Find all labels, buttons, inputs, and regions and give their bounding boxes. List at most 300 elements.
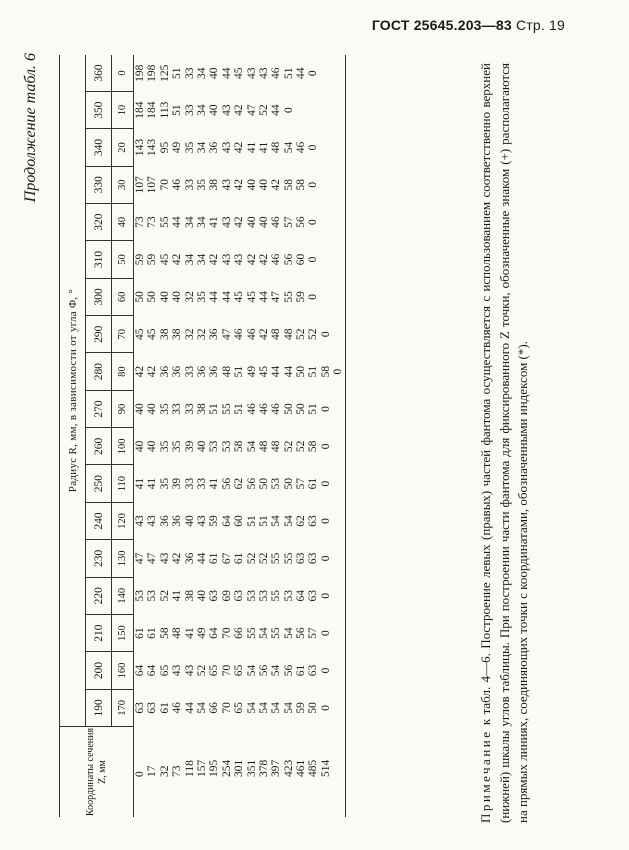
radius-value: 143	[146, 138, 159, 157]
radius-value: 54	[270, 664, 283, 677]
radius-value: 33	[183, 67, 196, 79]
radius-value: 0	[307, 294, 320, 300]
top-angle: 320	[86, 203, 112, 240]
radius-value: 56	[295, 627, 308, 639]
radius-value: 52	[307, 328, 320, 340]
bottom-angle: 80	[112, 353, 134, 390]
radius-value: 61	[158, 702, 171, 714]
top-angle: 260	[86, 428, 112, 465]
radius-value: 0	[332, 368, 345, 375]
radius-value: 34	[195, 67, 208, 79]
radius-value: 53	[134, 590, 146, 602]
radius-column	[134, 241, 346, 278]
radius-value: 67	[220, 552, 233, 565]
radius-value: 52	[295, 328, 308, 340]
radius-value: 51	[307, 403, 320, 415]
radius-value: 59	[295, 702, 308, 714]
radius-value: 44	[171, 216, 184, 228]
radius-value: 40	[257, 179, 270, 191]
radius-value: 43	[233, 253, 246, 266]
radius-value: 40	[245, 179, 258, 191]
radius-value: 42	[245, 253, 258, 266]
radius-value: 113	[158, 101, 171, 119]
radius-value: 38	[183, 590, 196, 602]
radius-value: 34	[183, 253, 196, 266]
radius-value: 40	[158, 291, 171, 303]
radius-value: 63	[307, 664, 320, 677]
radius-value: 46	[270, 403, 283, 415]
top-angle: 220	[86, 577, 112, 614]
z-value: 461	[295, 759, 308, 777]
table-body	[134, 55, 346, 817]
radius-value: 40	[195, 590, 208, 602]
radius-value: 43	[195, 515, 208, 527]
z-value: 301	[233, 759, 246, 777]
table-note	[477, 63, 533, 823]
radius-value: 41	[146, 477, 159, 490]
radius-value: 66	[233, 627, 246, 639]
radius-value: 39	[183, 440, 196, 453]
radius-value: 61	[146, 627, 159, 639]
radius-value: 36	[158, 515, 171, 527]
radius-value: 63	[208, 590, 221, 602]
radius-value: 0	[307, 219, 320, 226]
radius-value: 44	[295, 67, 308, 79]
radius-value: 40	[208, 104, 221, 116]
radius-value: 53	[270, 477, 283, 490]
radius-value: 51	[233, 365, 246, 378]
radius-value: 55	[158, 216, 171, 228]
z-value: 397	[270, 759, 283, 777]
top-angle: 200	[86, 652, 112, 689]
bottom-angle: 70	[112, 316, 134, 353]
radius-value: 35	[183, 141, 196, 154]
radius-value: 69	[220, 590, 233, 602]
note-text: к табл. 4—6. Построение левых (правых) частей фантома осуществляется с использованием соответственно верхней (нижней) шкалы углов таблицы. При построении части фантома для фиксированного Z точки, обозначенные знаком (+) располагаются на прямых линиях, соединяющих точки с координатами, обозначенными индексом (*).	[478, 63, 530, 823]
bottom-angle: 110	[112, 465, 134, 502]
radius-value: 54	[282, 702, 295, 714]
bottom-angle: 120	[112, 502, 134, 539]
radius-value: 57	[282, 216, 295, 228]
radius-value: 32	[183, 291, 196, 303]
radius-value: 48	[171, 627, 184, 639]
bottom-angle: 20	[112, 129, 134, 166]
radius-value: 0	[282, 107, 295, 113]
bottom-angle: 130	[112, 540, 134, 577]
radius-value: 51	[208, 403, 221, 415]
radius-value: 42	[270, 179, 283, 191]
radius-value: 55	[245, 627, 258, 639]
radius-value: 56	[282, 253, 295, 266]
radius-value: 53	[257, 590, 270, 602]
radius-value: 61	[307, 477, 320, 490]
radius-value: 65	[233, 664, 246, 677]
radius-value: 63	[307, 515, 320, 527]
z-value: 0	[134, 771, 146, 777]
top-angle: 240	[86, 502, 112, 539]
radius-value: 54	[245, 702, 258, 714]
radius-value: 70	[158, 179, 171, 191]
radius-value: 41	[208, 216, 221, 228]
bottom-angle: 160	[112, 652, 134, 689]
radius-value: 0	[307, 70, 320, 77]
radius-value: 42	[257, 328, 270, 340]
radius-value: 107	[146, 176, 159, 194]
bottom-angle: 30	[112, 166, 134, 203]
radius-value: 43	[171, 664, 184, 677]
radius-value: 54	[257, 627, 270, 639]
radius-column	[134, 428, 346, 465]
standard-number: ГОСТ 25645.203—83	[371, 17, 512, 33]
radius-value: 64	[220, 515, 233, 527]
radius-value: 0	[319, 443, 332, 450]
radius-value: 60	[295, 253, 308, 266]
radius-value: 51	[257, 515, 270, 527]
radius-value: 45	[134, 328, 146, 340]
radius-value: 40	[134, 440, 146, 453]
top-angle: 270	[86, 390, 112, 427]
radius-value: 43	[220, 104, 233, 116]
radius-value: 198	[146, 64, 159, 82]
radius-value: 54	[245, 440, 258, 453]
radius-value: 38	[171, 328, 184, 340]
z-value: 378	[257, 759, 270, 777]
bottom-angle-row	[112, 55, 134, 817]
radius-value: 61	[134, 627, 146, 639]
radius-value: 34	[183, 216, 196, 228]
radius-column	[134, 465, 346, 502]
radius-value: 49	[171, 141, 184, 154]
radius-value: 57	[307, 627, 320, 639]
continuation-label: Продолжение табл. 6	[22, 53, 39, 203]
radius-value: 51	[245, 515, 258, 527]
radius-value: 36	[158, 365, 171, 378]
radius-value: 59	[208, 515, 221, 527]
z-value: 32	[158, 765, 171, 777]
radius-value: 33	[183, 179, 196, 191]
radius-value: 63	[307, 552, 320, 565]
radius-value: 47	[146, 552, 159, 565]
radius-value: 63	[307, 590, 320, 602]
radius-value: 40	[245, 216, 258, 228]
radius-value: 36	[183, 552, 196, 565]
z-value: 423	[282, 759, 295, 777]
radius-value: 41	[171, 590, 184, 602]
radius-value: 38	[158, 328, 171, 340]
radius-value: 143	[134, 138, 146, 157]
radius-value: 34	[195, 253, 208, 266]
radius-value: 52	[282, 440, 295, 453]
z-value: 73	[171, 765, 184, 777]
radius-value: 73	[146, 216, 159, 228]
radius-value: 50	[146, 291, 159, 303]
radius-column	[134, 540, 346, 577]
radius-value: 0	[307, 256, 320, 263]
radius-value: 48	[220, 365, 233, 378]
top-angle: 340	[86, 129, 112, 166]
radius-column	[134, 353, 346, 390]
radius-value: 36	[171, 365, 184, 378]
radius-value: 56	[257, 664, 270, 677]
radius-value: 42	[146, 365, 159, 378]
radius-value: 40	[257, 216, 270, 228]
radius-value: 198	[134, 64, 146, 82]
radius-value: 0	[319, 555, 332, 562]
top-angle-row	[86, 55, 112, 817]
radius-value: 54	[195, 702, 208, 714]
radius-value: 62	[295, 515, 308, 527]
radius-value: 34	[195, 141, 208, 154]
radius-value: 43	[158, 552, 171, 565]
radius-value: 0	[319, 406, 332, 412]
radius-value: 63	[233, 590, 246, 602]
radius-value: 59	[146, 253, 159, 266]
radius-value: 56	[220, 477, 233, 490]
radius-value: 36	[208, 365, 221, 378]
radius-value: 61	[233, 552, 246, 565]
radius-header: Радиус R, мм, в зависимости от угла Φ, °	[60, 55, 86, 727]
radius-value: 0	[307, 181, 320, 188]
radius-value: 60	[233, 515, 246, 527]
z-value: 17	[146, 765, 159, 777]
radius-value: 41	[208, 477, 221, 490]
radius-column	[134, 129, 346, 166]
radius-value: 46	[171, 702, 184, 714]
radius-value: 54	[257, 702, 270, 714]
bottom-angle: 60	[112, 278, 134, 315]
radius-value: 66	[208, 702, 221, 714]
radius-column	[134, 652, 346, 689]
note-label: Примечание	[478, 729, 493, 823]
radius-value: 41	[257, 141, 270, 154]
bottom-angle: 40	[112, 203, 134, 240]
radius-value: 50	[307, 702, 320, 714]
radius-column	[134, 278, 346, 315]
radius-value: 36	[208, 141, 221, 154]
bottom-angle: 0	[112, 55, 134, 91]
radius-value: 44	[270, 365, 283, 378]
radius-value: 42	[233, 216, 246, 228]
radius-value: 54	[282, 627, 295, 639]
radius-value: 40	[183, 515, 196, 527]
radius-value: 45	[158, 253, 171, 266]
top-angle: 330	[86, 166, 112, 203]
radius-value: 58	[307, 440, 320, 453]
radius-value: 46	[245, 403, 258, 415]
radius-value: 40	[146, 403, 159, 415]
radius-value: 44	[257, 291, 270, 303]
z-value: 195	[208, 759, 221, 777]
z-value: 118	[183, 760, 196, 777]
radius-table	[59, 55, 346, 817]
radius-value: 35	[171, 440, 184, 453]
radius-value: 43	[245, 67, 258, 79]
top-angle: 310	[86, 241, 112, 278]
radius-value: 42	[233, 179, 246, 191]
bottom-angle: 140	[112, 577, 134, 614]
radius-value: 35	[158, 403, 171, 415]
radius-value: 38	[195, 403, 208, 415]
top-angle: 290	[86, 316, 112, 353]
radius-value: 63	[295, 552, 308, 565]
radius-value: 46	[295, 141, 308, 154]
radius-value: 49	[195, 627, 208, 639]
radius-value: 73	[134, 216, 146, 228]
radius-value: 36	[171, 515, 184, 527]
radius-value: 46	[233, 328, 246, 340]
radius-value: 45	[146, 328, 159, 340]
radius-value: 56	[282, 664, 295, 677]
radius-value: 184	[146, 101, 159, 119]
radius-value: 53	[220, 440, 233, 453]
radius-value: 57	[295, 477, 308, 490]
radius-value: 48	[270, 141, 283, 154]
radius-column	[134, 316, 346, 353]
radius-value: 43	[146, 515, 159, 527]
radius-value: 35	[158, 477, 171, 490]
radius-value: 47	[220, 328, 233, 340]
radius-column	[134, 203, 346, 240]
radius-value: 42	[233, 104, 246, 116]
z-value: 485	[307, 759, 320, 777]
radius-value: 43	[183, 664, 196, 677]
radius-value: 36	[195, 365, 208, 378]
radius-value: 63	[134, 702, 146, 714]
radius-column	[134, 689, 346, 726]
radius-value: 125	[158, 64, 171, 82]
radius-value: 42	[233, 141, 246, 154]
page-header	[372, 17, 565, 33]
radius-value: 52	[257, 552, 270, 565]
z-value: 514	[319, 759, 332, 777]
radius-value: 52	[257, 104, 270, 116]
radius-value: 36	[208, 328, 221, 340]
radius-value: 46	[270, 216, 283, 228]
radius-value: 35	[195, 291, 208, 303]
radius-value: 48	[257, 440, 270, 453]
radius-value: 55	[270, 627, 283, 639]
radius-value: 0	[319, 331, 332, 338]
radius-value: 107	[134, 176, 146, 194]
bottom-angle: 150	[112, 614, 134, 651]
radius-value: 0	[319, 518, 332, 524]
radius-column	[134, 614, 346, 651]
radius-value: 46	[270, 67, 283, 79]
radius-value: 51	[307, 365, 320, 378]
radius-value: 48	[270, 328, 283, 340]
radius-value: 41	[245, 141, 258, 154]
radius-value: 39	[171, 477, 184, 490]
radius-value: 46	[270, 253, 283, 266]
radius-value: 42	[134, 365, 146, 378]
radius-column	[134, 502, 346, 539]
radius-value: 54	[245, 664, 258, 677]
radius-value: 45	[257, 365, 270, 378]
radius-value: 44	[220, 67, 233, 79]
coord-header: Координаты сечения Z, мм	[60, 727, 134, 818]
bottom-angle: 170	[112, 689, 134, 726]
radius-value: 48	[270, 440, 283, 453]
radius-value: 55	[282, 291, 295, 303]
radius-value: 50	[134, 291, 146, 303]
radius-value: 34	[195, 104, 208, 116]
radius-value: 0	[319, 480, 332, 487]
radius-value: 70	[220, 664, 233, 677]
radius-value: 64	[134, 664, 146, 677]
radius-value: 43	[134, 515, 146, 527]
radius-value: 54	[270, 702, 283, 714]
radius-value: 33	[171, 403, 184, 415]
radius-value: 70	[220, 702, 233, 714]
radius-value: 44	[183, 702, 196, 714]
radius-value: 40	[134, 403, 146, 415]
radius-value: 50	[295, 365, 308, 378]
rotated-content	[20, 53, 580, 823]
bottom-angle: 10	[112, 91, 134, 128]
top-angle: 360	[86, 55, 112, 91]
radius-value: 184	[134, 101, 146, 119]
radius-value: 0	[319, 630, 332, 636]
radius-column	[134, 577, 346, 614]
radius-column	[134, 91, 346, 128]
radius-value: 44	[282, 365, 295, 378]
radius-value: 50	[282, 403, 295, 415]
radius-value: 64	[146, 664, 159, 677]
radius-value: 63	[146, 702, 159, 714]
radius-value: 58	[295, 179, 308, 191]
top-angle: 210	[86, 614, 112, 651]
radius-value: 47	[270, 291, 283, 303]
radius-value: 70	[220, 627, 233, 639]
radius-value: 43	[220, 141, 233, 154]
radius-value: 44	[208, 291, 221, 303]
radius-value: 46	[171, 179, 184, 191]
radius-value: 52	[158, 590, 171, 602]
radius-value: 62	[233, 477, 246, 490]
top-angle: 350	[86, 91, 112, 128]
radius-value: 53	[282, 590, 295, 602]
radius-value: 50	[257, 477, 270, 490]
radius-value: 42	[257, 253, 270, 266]
radius-value: 55	[220, 403, 233, 415]
bottom-angle: 90	[112, 390, 134, 427]
radius-value: 48	[282, 328, 295, 340]
radius-value: 41	[183, 627, 196, 639]
radius-value: 58	[158, 627, 171, 639]
radius-value: 65	[208, 664, 221, 677]
radius-value: 33	[183, 365, 196, 378]
radius-value: 64	[208, 627, 221, 639]
radius-value: 40	[146, 440, 159, 453]
page-number: Стр. 19	[515, 17, 565, 33]
radius-value: 65	[158, 664, 171, 677]
radius-value: 35	[158, 440, 171, 453]
radius-value: 0	[319, 667, 332, 674]
radius-value: 0	[319, 592, 332, 599]
top-angle: 230	[86, 540, 112, 577]
radius-value: 42	[171, 552, 184, 565]
radius-value: 53	[245, 590, 258, 602]
radius-value: 33	[183, 403, 196, 415]
radius-value: 32	[183, 328, 196, 340]
radius-value: 59	[295, 291, 308, 303]
radius-value: 52	[195, 664, 208, 677]
radius-value: 56	[295, 216, 308, 228]
radius-value: 35	[195, 179, 208, 191]
radius-value: 51	[171, 67, 184, 79]
radius-value: 40	[208, 67, 221, 79]
radius-value: 38	[208, 179, 221, 191]
